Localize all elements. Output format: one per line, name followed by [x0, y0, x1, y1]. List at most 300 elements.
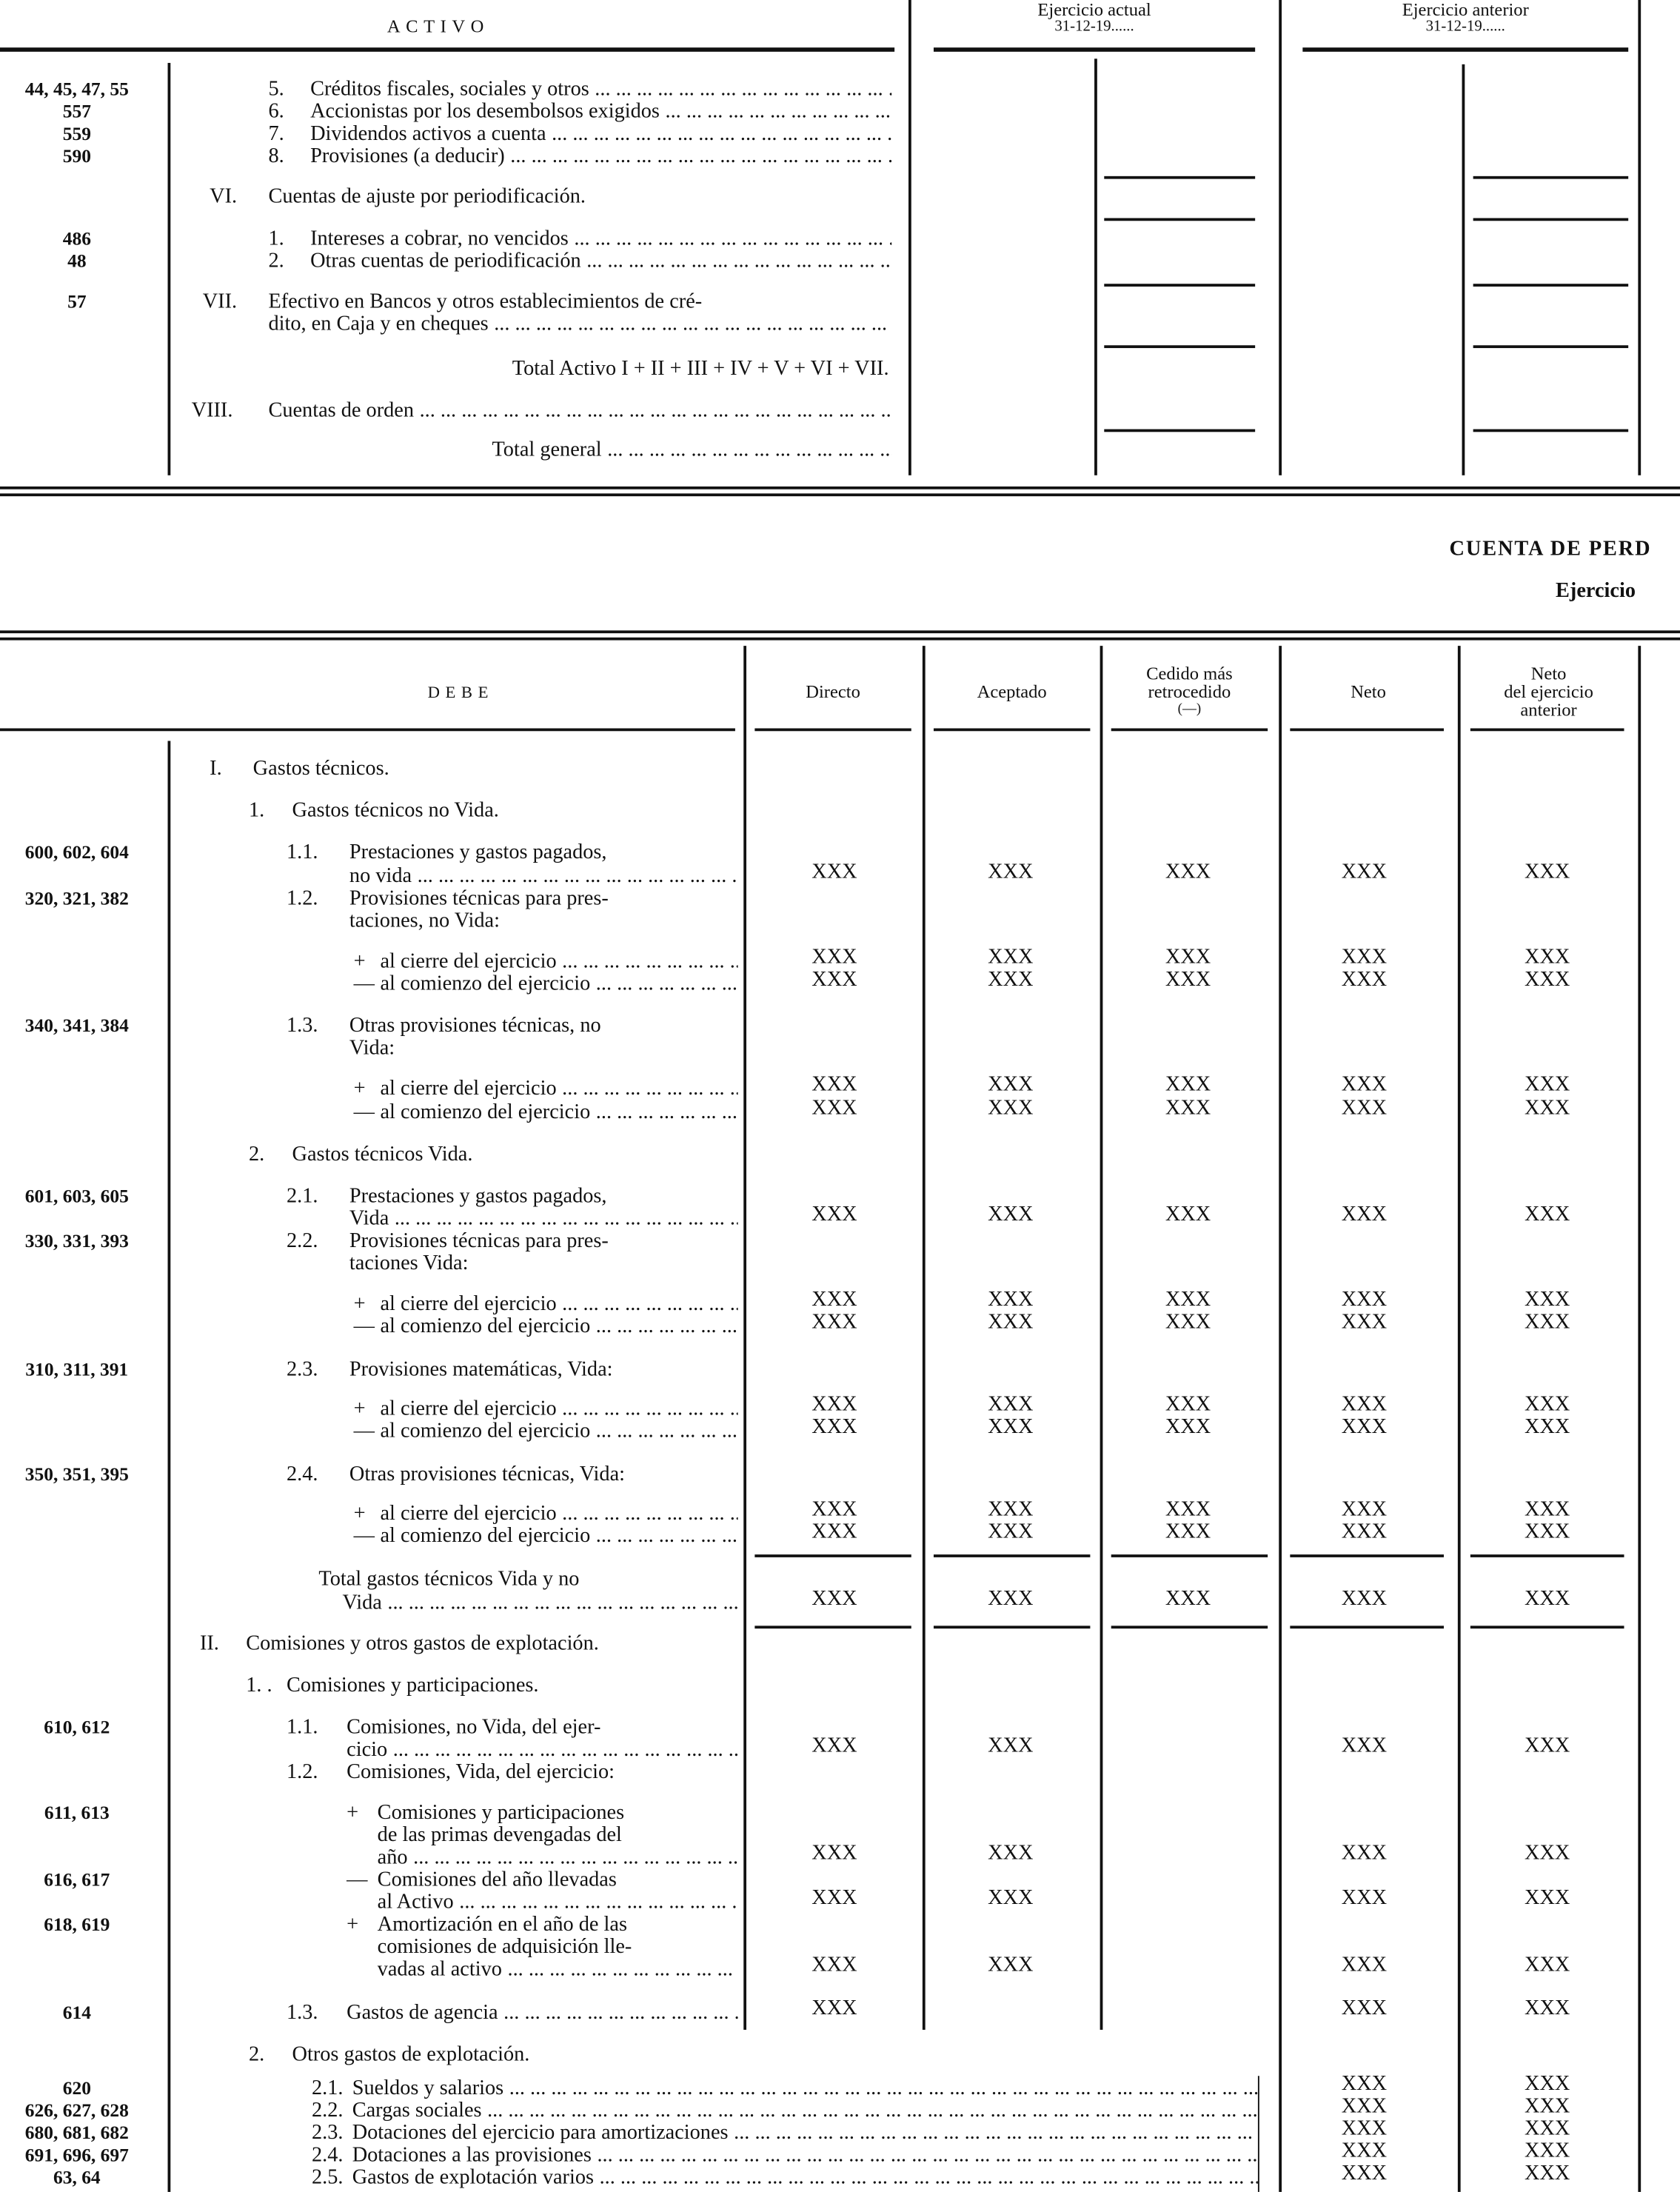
dot-leader: [489, 313, 892, 337]
item-number: 2.2.: [286, 1230, 318, 1253]
cell-value: XXX: [1165, 1520, 1211, 1544]
total-rule: [1473, 218, 1629, 221]
cell-value: XXX: [1341, 2140, 1388, 2163]
dot-leader: [408, 1847, 738, 1871]
divider: [1638, 646, 1641, 2192]
cell-value: XXX: [1165, 1311, 1211, 1334]
account-code: 557: [62, 100, 91, 122]
account-code: 626, 627, 628: [24, 2099, 129, 2121]
cell-value: XXX: [1341, 2095, 1388, 2118]
item-text: al comienzo del ejercicio: [380, 1101, 591, 1124]
item-number: 1.3.: [286, 2002, 318, 2025]
account-code: 680, 681, 682: [24, 2122, 129, 2143]
item-number: 1.2.: [286, 1761, 318, 1784]
item-label: [380, 1503, 737, 1526]
item-label: [352, 2122, 1258, 2146]
item-number: 1. .: [246, 1674, 272, 1697]
cell-value: XXX: [1341, 2073, 1388, 2096]
cell-value: XXX: [811, 1997, 857, 2020]
total-rule: [1290, 1625, 1444, 1628]
dot-leader: [581, 250, 892, 274]
header-directo: Directo: [806, 681, 860, 702]
item-label: [268, 313, 891, 337]
cell-value: XXX: [1341, 2162, 1388, 2185]
item-label: [378, 1959, 738, 1982]
account-code: 44, 45, 47, 55: [24, 78, 129, 100]
item-label: [268, 400, 891, 424]
dot-leader: [382, 1592, 738, 1616]
dot-leader: [414, 400, 891, 424]
item-text: Otros gastos de explotación.: [292, 2043, 530, 2067]
item-label: [349, 1015, 738, 1038]
header-aceptado: Aceptado: [977, 681, 1047, 702]
total-rule: [1473, 176, 1629, 179]
cell-value: XXX: [988, 1097, 1034, 1120]
item-text: Intereses a cobrar, no vencidos: [310, 227, 569, 250]
cell-value: XXX: [811, 1588, 857, 1611]
item-text: al cierre del ejercicio: [380, 1397, 557, 1420]
pyg-subtitle: Ejercicio: [1556, 580, 1636, 603]
cell-value: XXX: [1165, 969, 1211, 992]
pyg-title: CUENTA DE PERD: [1449, 538, 1652, 561]
cell-value: XXX: [1525, 1203, 1570, 1226]
item-text: Gastos de agencia: [347, 2002, 498, 2025]
header-neto-anterior-line: Neto: [1530, 662, 1567, 684]
total-rule: [1470, 1625, 1624, 1628]
item-label: [380, 1293, 737, 1317]
cell-value: XXX: [1341, 861, 1388, 884]
item-text: Gastos técnicos no Vida.: [292, 799, 499, 822]
item-number: +: [353, 1503, 366, 1526]
total-rule: [754, 1554, 911, 1557]
item-text: Dividendos activos a cuenta: [310, 123, 546, 146]
item-number: 5.: [268, 78, 284, 101]
item-number: II.: [199, 1632, 219, 1656]
dot-leader: [660, 101, 891, 124]
divider: [0, 47, 894, 52]
cell-value: XXX: [1341, 1394, 1388, 1417]
cell-value: XXX: [811, 861, 857, 884]
divider: [1279, 646, 1282, 2192]
cell-value: XXX: [1525, 1289, 1570, 1311]
item-label: [310, 228, 891, 252]
item-number: +: [353, 950, 366, 973]
cell-value: XXX: [1165, 1097, 1211, 1120]
cell-value: XXX: [1165, 1073, 1211, 1096]
cell-value: XXX: [988, 1842, 1034, 1865]
item-text: Comisiones y participaciones: [377, 1802, 625, 1825]
item-label: [268, 291, 891, 315]
item-number: 2.: [249, 1143, 265, 1166]
item-text: Comisiones del año llevadas: [377, 1868, 617, 1892]
item-label: [349, 910, 738, 934]
cell-value: XXX: [811, 1311, 857, 1334]
item-text: Provisiones (a deducir): [310, 145, 505, 168]
item-label: [349, 1186, 738, 1209]
cell-value: XXX: [1525, 1588, 1570, 1611]
item-label: [268, 186, 891, 210]
cell-value: XXX: [1525, 1416, 1570, 1439]
item-text: Gastos de explotación varios: [352, 2166, 595, 2190]
item-text: Total gastos técnicos Vida y no: [318, 1568, 580, 1591]
cell-value: XXX: [811, 1954, 857, 1977]
cell-value: XXX: [988, 1203, 1034, 1226]
dot-leader: [557, 1293, 738, 1317]
item-number: 1.: [268, 227, 284, 250]
cell-value: XXX: [1525, 1887, 1570, 1910]
account-code: 601, 603, 605: [24, 1185, 129, 1207]
total-rule: [1111, 1554, 1268, 1557]
item-label: [378, 1891, 738, 1915]
item-text: Créditos fiscales, sociales y otros: [310, 78, 589, 101]
item-label: [253, 758, 738, 781]
cell-value: XXX: [1341, 1311, 1388, 1334]
cell-value: XXX: [988, 1394, 1034, 1417]
account-code: 310, 311, 391: [25, 1358, 129, 1380]
cell-value: XXX: [811, 1289, 857, 1311]
divider: [1100, 646, 1103, 2030]
cell-value: XXX: [811, 1842, 857, 1865]
item-number: +: [347, 1802, 359, 1825]
item-label: [310, 123, 891, 147]
cell-value: XXX: [1341, 2117, 1388, 2141]
item-number: 2.3.: [311, 2122, 344, 2145]
cell-value: XXX: [1525, 1997, 1570, 2020]
cell-value: XXX: [1525, 2117, 1570, 2141]
item-label: [292, 1143, 738, 1167]
cell-value: XXX: [1525, 969, 1570, 992]
item-number: 7.: [268, 123, 284, 146]
item-text: cicio: [347, 1739, 388, 1762]
item-text: al Activo: [377, 1891, 454, 1914]
total-rule: [1104, 430, 1255, 432]
divider: [934, 728, 1090, 731]
cell-value: XXX: [1525, 2140, 1570, 2163]
item-number: VIII.: [191, 399, 233, 423]
item-text: al cierre del ejercicio: [380, 1503, 557, 1526]
item-number: 2.2.: [311, 2099, 344, 2122]
total-rule: [934, 1625, 1090, 1628]
item-label: [349, 1252, 738, 1276]
total-rule: [1104, 345, 1255, 348]
cell-value: XXX: [1341, 1097, 1388, 1120]
cell-value: XXX: [1525, 1073, 1570, 1096]
cell-value: XXX: [1165, 1588, 1211, 1611]
item-number: +: [353, 1397, 366, 1420]
cell-value: XXX: [1525, 1097, 1570, 1120]
item-text: año: [377, 1846, 408, 1869]
item-text: Sueldos y salarios: [352, 2077, 504, 2100]
divider: [1302, 47, 1628, 52]
item-number: 2.: [268, 250, 284, 273]
item-text: Comisiones y otros gastos de explotación.: [246, 1632, 599, 1656]
divider: [923, 646, 926, 2030]
item-number: I.: [210, 758, 222, 781]
cell-value: XXX: [811, 1520, 857, 1544]
dot-leader: [454, 1891, 738, 1915]
total-rule: [1104, 218, 1255, 221]
item-number: —: [353, 1420, 375, 1443]
item-number: 2.1.: [286, 1185, 318, 1208]
cell-value: XXX: [1341, 1520, 1388, 1544]
item-label: [378, 1914, 738, 1937]
item-text: Gastos técnicos.: [252, 758, 389, 781]
cell-value: XXX: [1525, 2095, 1570, 2118]
cell-value: XXX: [1525, 1520, 1570, 1544]
divider: [168, 741, 171, 2191]
item-label: [380, 1398, 737, 1422]
item-label: [349, 1037, 738, 1061]
item-label: [380, 1077, 737, 1101]
item-label: [378, 1802, 738, 1825]
cell-value: XXX: [811, 1734, 857, 1757]
item-number: 2.4.: [286, 1463, 318, 1486]
item-text: Comisiones, Vida, del ejercicio:: [347, 1761, 615, 1784]
cell-value: XXX: [1525, 1734, 1570, 1757]
item-text: Otras provisiones técnicas, no: [349, 1015, 601, 1037]
divider: [1458, 646, 1461, 2192]
account-code: 611, 613: [44, 1802, 110, 1823]
col-actual-date: 31-12-19......: [1054, 18, 1134, 36]
item-text: Provisiones matemáticas, Vida:: [349, 1358, 613, 1382]
header-neto-anterior: [1470, 664, 1627, 719]
total-rule: [1104, 284, 1255, 287]
dot-leader: [602, 439, 892, 463]
item-text: Provisiones técnicas para pres-: [349, 1230, 609, 1253]
cell-value: XXX: [988, 1520, 1034, 1544]
cell-value: XXX: [1165, 1289, 1211, 1311]
cell-value: XXX: [811, 1394, 857, 1417]
cell-value: XXX: [1525, 1311, 1570, 1334]
item-text: comisiones de adquisición lle-: [377, 1936, 632, 1959]
item-number: VII.: [202, 290, 238, 313]
account-code: 618, 619: [44, 1914, 110, 1935]
divider: [0, 728, 735, 731]
item-number: —: [347, 1868, 368, 1892]
item-number: 2.5.: [311, 2166, 344, 2190]
item-label: [349, 1359, 738, 1383]
dot-leader: [557, 1398, 738, 1422]
dot-leader: [503, 2077, 1258, 2101]
item-label: [310, 250, 891, 274]
item-label: [347, 1762, 738, 1785]
item-number: 1.2.: [286, 887, 318, 910]
total-rule: [754, 1625, 911, 1628]
total-rule: [1290, 1554, 1444, 1557]
item-number: —: [353, 1101, 375, 1124]
dot-leader: [594, 2167, 1258, 2191]
cell-value: XXX: [1165, 861, 1211, 884]
item-label: [347, 1717, 738, 1740]
item-number: 8.: [268, 145, 284, 168]
item-text: Comisiones y participaciones.: [286, 1674, 539, 1697]
divider: [1638, 0, 1641, 475]
cell-value: XXX: [1341, 1997, 1388, 2020]
item-label: [287, 1674, 738, 1698]
total-rule: [1104, 176, 1255, 179]
item-number: 2.3.: [286, 1358, 318, 1382]
header-neto-anterior-line: anterior: [1520, 698, 1577, 721]
cell-value: XXX: [811, 969, 857, 992]
divider: [1470, 728, 1624, 731]
item-text: Prestaciones y gastos pagados,: [349, 841, 607, 864]
item-label: [352, 2077, 1258, 2101]
account-code: 610, 612: [44, 1717, 110, 1738]
item-number: 1.: [249, 799, 265, 822]
col-actual-label: Ejercicio actual: [1037, 0, 1151, 20]
cell-value: XXX: [811, 1203, 857, 1226]
cell-value: XXX: [1165, 1203, 1211, 1226]
item-text: al comienzo del ejercicio: [380, 1315, 591, 1338]
cell-value: XXX: [1341, 1498, 1388, 1521]
dot-leader: [505, 145, 892, 169]
item-number: 1.1.: [286, 1717, 318, 1740]
cell-value: XXX: [988, 1954, 1034, 1977]
dot-leader: [389, 1208, 737, 1232]
header-cedido-line: Cedido más: [1146, 662, 1233, 684]
dot-leader: [589, 78, 892, 102]
cell-value: XXX: [1165, 1498, 1211, 1521]
cell-value: XXX: [811, 1887, 857, 1910]
item-label: [492, 439, 891, 463]
item-text: al cierre del ejercicio: [380, 1077, 557, 1100]
item-text: Prestaciones y gastos pagados,: [349, 1185, 607, 1208]
total-rule: [1473, 284, 1629, 287]
item-label: [380, 1525, 737, 1548]
total-rule: [1111, 1625, 1268, 1628]
item-text: al comienzo del ejercicio: [380, 1420, 591, 1443]
item-text: Total general: [492, 438, 602, 461]
account-code: 620: [62, 2077, 91, 2099]
cell-value: XXX: [988, 1734, 1034, 1757]
cell-value: XXX: [988, 946, 1034, 969]
item-text: Amortización en el año de las: [377, 1914, 627, 1937]
double-rule: [0, 638, 1680, 641]
dot-leader: [546, 123, 892, 147]
item-text: Efectivo en Bancos y otros establecimientos de cré-: [268, 290, 703, 313]
cell-value: XXX: [811, 946, 857, 969]
dot-leader: [590, 1315, 737, 1339]
item-label: [292, 800, 738, 823]
item-label: [378, 1847, 738, 1871]
cell-value: XXX: [1341, 1588, 1388, 1611]
item-number: 2.: [249, 2043, 265, 2067]
cell-value: XXX: [811, 1073, 857, 1096]
item-text: de las primas devengadas del: [377, 1824, 622, 1847]
cell-value: XXX: [1341, 1954, 1388, 1977]
account-code: 63, 64: [53, 2166, 101, 2188]
item-text: vadas al activo: [377, 1958, 502, 1981]
cell-value: XXX: [1165, 1394, 1211, 1417]
total-rule: [1470, 1554, 1624, 1557]
account-code: 590: [62, 145, 91, 167]
item-number: 6.: [268, 100, 284, 124]
divider: [1462, 64, 1465, 475]
item-label: [310, 145, 891, 169]
divider: [754, 728, 911, 731]
col-ejercicio-anterior: [1302, 0, 1628, 36]
account-code: 691, 696, 697: [24, 2144, 129, 2166]
cell-value: XXX: [1341, 969, 1388, 992]
item-label: [352, 2145, 1258, 2168]
item-text: Cuentas de ajuste por periodificación.: [268, 186, 586, 209]
cell-value: XXX: [988, 1289, 1034, 1311]
cell-value: XXX: [1525, 946, 1570, 969]
item-label: [349, 888, 738, 912]
header-cedido-line: (—): [1177, 701, 1202, 718]
account-code: 320, 321, 382: [24, 887, 129, 909]
cell-value: XXX: [988, 1073, 1034, 1096]
cell-value: XXX: [1525, 861, 1570, 884]
account-code: 616, 617: [44, 1868, 110, 1891]
total-rule: [1473, 345, 1629, 348]
item-text: Otras cuentas de periodificación: [310, 250, 581, 273]
divider: [1111, 728, 1268, 731]
item-label: [352, 2099, 1258, 2123]
account-code: 330, 331, 393: [24, 1230, 129, 1252]
col-anterior-date: 31-12-19......: [1425, 18, 1505, 36]
item-label: [246, 1633, 737, 1657]
col-anterior-label: Ejercicio anterior: [1402, 0, 1529, 20]
item-label: [380, 951, 737, 975]
activo-title: ACTIVO: [386, 15, 489, 37]
divider: [1290, 728, 1444, 731]
double-rule: [0, 487, 1680, 489]
cell-value: XXX: [811, 1097, 857, 1120]
item-text: taciones, no Vida:: [349, 909, 500, 933]
dot-leader: [592, 2145, 1258, 2168]
dot-leader: [590, 1102, 737, 1126]
item-number: VI.: [210, 186, 238, 209]
account-code: 559: [62, 123, 91, 144]
total-rule: [934, 1554, 1090, 1557]
item-text: al comienzo del ejercicio: [380, 1525, 591, 1548]
header-cedido: [1111, 664, 1268, 719]
divider: [1094, 59, 1097, 475]
divider: [908, 0, 911, 475]
item-number: 2.1.: [311, 2077, 344, 2100]
account-code: 600, 602, 604: [24, 841, 129, 863]
item-text: no vida: [349, 865, 412, 888]
cell-value: XXX: [1525, 1394, 1570, 1417]
cell-value: XXX: [1525, 1954, 1570, 1977]
item-text: Total Activo I + II + III + IV + V + VI + VII.: [512, 358, 889, 381]
item-text: Cargas sociales: [352, 2099, 482, 2122]
item-label: [380, 1315, 737, 1339]
cell-value: XXX: [1525, 2073, 1570, 2096]
header-neto: Neto: [1351, 681, 1386, 702]
dot-leader: [557, 1077, 738, 1101]
item-label: [380, 1102, 737, 1126]
item-text: Otras provisiones técnicas, Vida:: [349, 1463, 626, 1486]
total-rule: [1473, 430, 1629, 432]
dot-leader: [412, 865, 738, 889]
item-text: al cierre del ejercicio: [380, 950, 557, 973]
dot-leader: [498, 2002, 738, 2025]
item-label: [349, 1208, 738, 1232]
item-label: [380, 1420, 737, 1444]
dot-leader: [557, 951, 738, 975]
account-code: 486: [62, 227, 91, 250]
item-label: [347, 1739, 738, 1762]
item-label: [349, 1230, 738, 1254]
item-text: Gastos técnicos Vida.: [292, 1143, 473, 1166]
account-code: 350, 351, 395: [24, 1463, 129, 1485]
item-text: Dotaciones del ejercicio para amortizaciones: [352, 2122, 729, 2145]
item-text: Accionistas por los desembolsos exigidos: [310, 100, 660, 124]
cell-value: XXX: [1165, 946, 1211, 969]
cell-value: XXX: [1341, 1842, 1388, 1865]
